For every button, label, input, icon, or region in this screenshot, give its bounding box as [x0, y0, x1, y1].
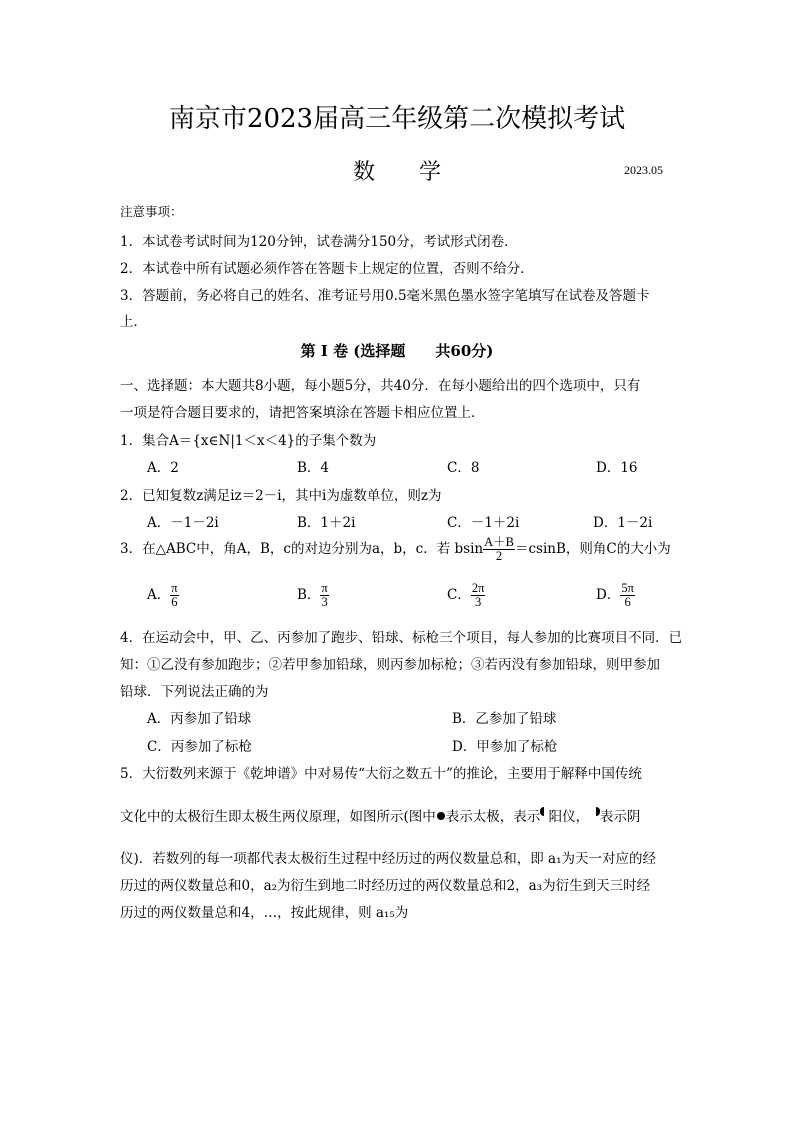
option-label: C． — [447, 587, 471, 604]
q4-option-a: A．丙参加了铅球 — [147, 711, 252, 727]
q3-stem-part-b: ＝csinB，则角C的大小为 — [514, 541, 671, 558]
question-5-line: 历过的两仪数量总和4，…，按此规律，则 a₁₅为 — [120, 905, 409, 921]
question-4-line: 铅球．下列说法正确的为 — [120, 684, 269, 700]
q3-option-d — [596, 582, 635, 609]
notice-heading: 注意事项： — [120, 204, 183, 219]
fraction-denominator: 6 — [624, 595, 631, 610]
question-5-line: 历过的两仪数量总和0，a₂为衍生到地二时经历过的两仪数量总和2，a₃为衍生到天三时经 — [120, 878, 651, 894]
q4-option-b: B．乙参加了铅球 — [452, 711, 557, 727]
q3-stem-fraction — [483, 536, 515, 563]
taiji-dot-icon — [437, 812, 445, 820]
option-label: A． — [147, 587, 171, 604]
q5-text: 表示阴 — [599, 809, 641, 825]
question-5-line: 仪)．若数列的每一项都代表太极衍生过程中经历过的两仪数量总和，即 a₁为天一对应的经 — [120, 851, 657, 867]
notice-item: 上． — [120, 314, 147, 330]
section-intro: 一、选择题：本大题共8小题，每小题5分，共40分．在每小题给出的四个选项中，只有 — [120, 378, 641, 394]
exam-title: 南京市2023届高三年级第二次模拟考试 — [168, 104, 626, 134]
notice-item: 2．本试卷中所有试题必须作答在答题卡上规定的位置，否则不给分． — [120, 261, 534, 277]
q2-option-a: A．－1－2i — [147, 515, 219, 531]
question-5-line: 5．大衍数列来源于《乾坤谱》中对易传“大衍之数五十”的推论，主要用于解释中国传统 — [120, 766, 642, 782]
fraction-denominator: 3 — [475, 595, 482, 610]
option-label: D． — [596, 587, 621, 604]
q1-option-b: B．4 — [297, 460, 330, 476]
q2-option-b: B．1＋2i — [297, 515, 356, 531]
option-label: B． — [297, 587, 321, 604]
q1-option-a: A．2 — [147, 460, 179, 476]
q3-option-a — [147, 582, 179, 609]
q1-option-c: C．8 — [447, 460, 480, 476]
fraction-numerator: 2π — [471, 581, 485, 595]
yang-half-icon — [540, 807, 544, 816]
fraction-numerator: π — [321, 581, 328, 595]
q5-text: 阳仪， — [548, 809, 583, 825]
q2-option-d: D．1－2i — [593, 515, 653, 531]
question-1-stem: 1．集合A＝{x∈N|1＜x＜4}的子集个数为 — [120, 433, 377, 449]
q4-option-c: C．丙参加了标枪 — [147, 739, 252, 755]
fraction-numerator: π — [171, 581, 178, 595]
q5-text: 文化中的太极衍生即太极生两仪原理，如图所示(图中 — [120, 809, 436, 825]
part1-title: 第 Ⅰ 卷 (选择题 共60分) — [300, 342, 494, 360]
question-4-line: 4．在运动会中，甲、乙、丙参加了跑步、铅球、标枪三个项目，每人参加的比赛项目不同．已 — [120, 630, 683, 646]
fraction-denominator: 2 — [495, 549, 503, 564]
q3-option-b — [297, 582, 329, 609]
subject-title: 数 学 — [352, 160, 441, 185]
q1-option-d: D．16 — [596, 460, 638, 476]
exam-date: 2023.05 — [624, 163, 663, 177]
fraction-denominator: 6 — [171, 595, 178, 610]
fraction-numerator: 5π — [621, 581, 634, 595]
question-2-stem: 2．已知复数z满足iz＝2－i，其中i为虚数单位，则z为 — [120, 488, 442, 504]
notice-item: 1．本试卷考试时间为120分钟，试卷满分150分，考试形式闭卷． — [120, 234, 518, 250]
q2-option-c: C．－1＋2i — [447, 515, 520, 531]
fraction-denominator: 3 — [321, 595, 328, 610]
question-3-stem — [120, 536, 671, 563]
question-4-line: 知：①乙没有参加跑步；②若甲参加铅球，则丙参加标枪；③若丙没有参加铅球，则甲参加 — [120, 657, 660, 673]
section-intro: 一项是符合题目要求的，请把答案填涂在答题卡相应位置上． — [120, 405, 485, 421]
fraction-numerator: A＋B — [484, 535, 514, 549]
q3-stem-part-a: 3．在△ABC中，角A，B，c的对边分别为a，b，c．若 bsin — [120, 541, 484, 558]
q4-option-d: D．甲参加了标枪 — [452, 739, 558, 755]
q3-option-c — [447, 582, 485, 609]
notice-item: 3．答题前，务必将自己的姓名、准考证号用0.5毫米黑色墨水签字笔填写在试卷及答题卡 — [120, 288, 650, 304]
question-5-line — [120, 805, 640, 825]
q5-text: 表示太极，表示 — [445, 809, 541, 825]
